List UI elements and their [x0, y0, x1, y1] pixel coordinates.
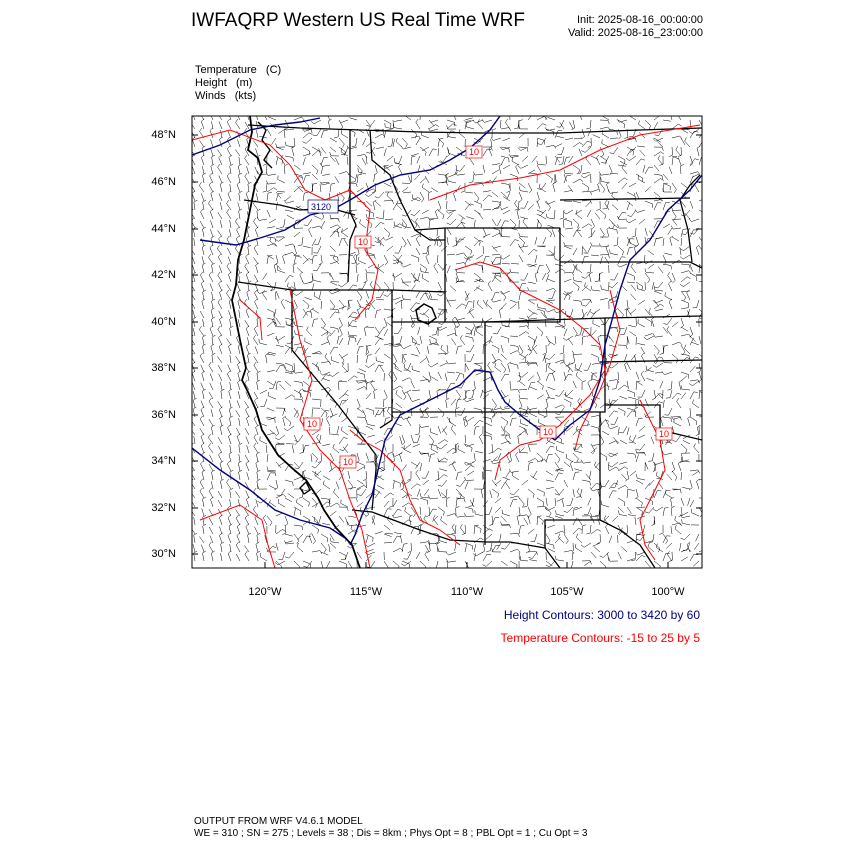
- lon-label: 100°W: [651, 586, 685, 598]
- wind-barb-flag: [546, 111, 550, 113]
- wind-barb-flag: [706, 198, 709, 201]
- wind-barb-flag: [236, 110, 239, 113]
- wind-barb-flag: [703, 315, 705, 319]
- wind-barb-flag: [602, 112, 603, 116]
- wind-barb-flag: [579, 110, 582, 113]
- wind-barb-flag: [704, 359, 705, 363]
- lat-label: 48°N: [151, 129, 176, 141]
- wind-barb-flag: [670, 110, 673, 112]
- footer-config: WE = 310 ; SN = 275 ; Levels = 38 ; Dis = 8km ; Phys Opt = 8 ; PBL Opt = 1 ; Cu Opt = 3: [194, 828, 588, 839]
- temp-label: 10: [469, 147, 480, 157]
- wind-barb-flag: [453, 110, 456, 113]
- lat-label: 38°N: [151, 362, 176, 374]
- variable-height: Height (m): [195, 77, 253, 89]
- temp-label: 10: [659, 429, 670, 439]
- temperature-contour-legend: Temperature Contours: -15 to 25 by 5: [500, 631, 700, 645]
- model-footer: [194, 816, 587, 840]
- lon-label: 115°W: [349, 586, 383, 598]
- wind-barb-flag: [218, 110, 220, 113]
- temp-label: 10: [543, 427, 554, 437]
- wind-barb-flag: [707, 292, 708, 296]
- wind-barb-flag: [405, 111, 406, 115]
- wind-barb-flag: [706, 548, 709, 551]
- wind-barb-flag: [420, 111, 424, 112]
- chart-title: IWFAQRP Western US Real Time WRF: [191, 10, 525, 31]
- lat-label: 30°N: [151, 548, 176, 560]
- lat-label: 32°N: [151, 502, 176, 514]
- wind-barb-flag: [210, 110, 213, 113]
- wind-barb-flag: [707, 477, 710, 480]
- lon-label: 120°W: [248, 586, 282, 598]
- footer-model: OUTPUT FROM WRF V4.6.1 MODEL: [194, 816, 363, 827]
- lat-label: 34°N: [151, 455, 176, 467]
- wind-barb-flag: [228, 110, 231, 113]
- wind-barb-flag: [704, 132, 708, 133]
- temp-label: 10: [307, 419, 318, 429]
- wind-barb-flag: [629, 112, 630, 116]
- variable-temperature: Temperature (C): [195, 64, 282, 76]
- wind-barb-flag: [432, 569, 436, 570]
- temp-label: 10: [343, 457, 354, 467]
- valid-time: Valid: 2025-08-16_23:00:00: [568, 27, 703, 39]
- lat-label: 46°N: [151, 176, 176, 188]
- height-contour-legend: Height Contours: 3000 to 3420 by 60: [503, 608, 700, 622]
- temp-label: 10: [358, 237, 369, 247]
- lon-label: 105°W: [550, 586, 584, 598]
- init-time: Init: 2025-08-16_00:00:00: [577, 14, 703, 26]
- wind-barb-flag: [533, 114, 537, 115]
- wind-barb-flag: [677, 110, 679, 113]
- height-label: 3120: [311, 202, 332, 212]
- wind-barb-flag: [703, 270, 705, 274]
- wind-barb-flag: [192, 110, 195, 113]
- lat-label: 40°N: [151, 316, 176, 328]
- lon-label: 110°W: [450, 586, 484, 598]
- lat-label: 44°N: [151, 223, 176, 235]
- lat-label: 42°N: [151, 269, 176, 281]
- variable-winds: Winds (kts): [195, 90, 257, 102]
- lat-label: 36°N: [151, 409, 176, 421]
